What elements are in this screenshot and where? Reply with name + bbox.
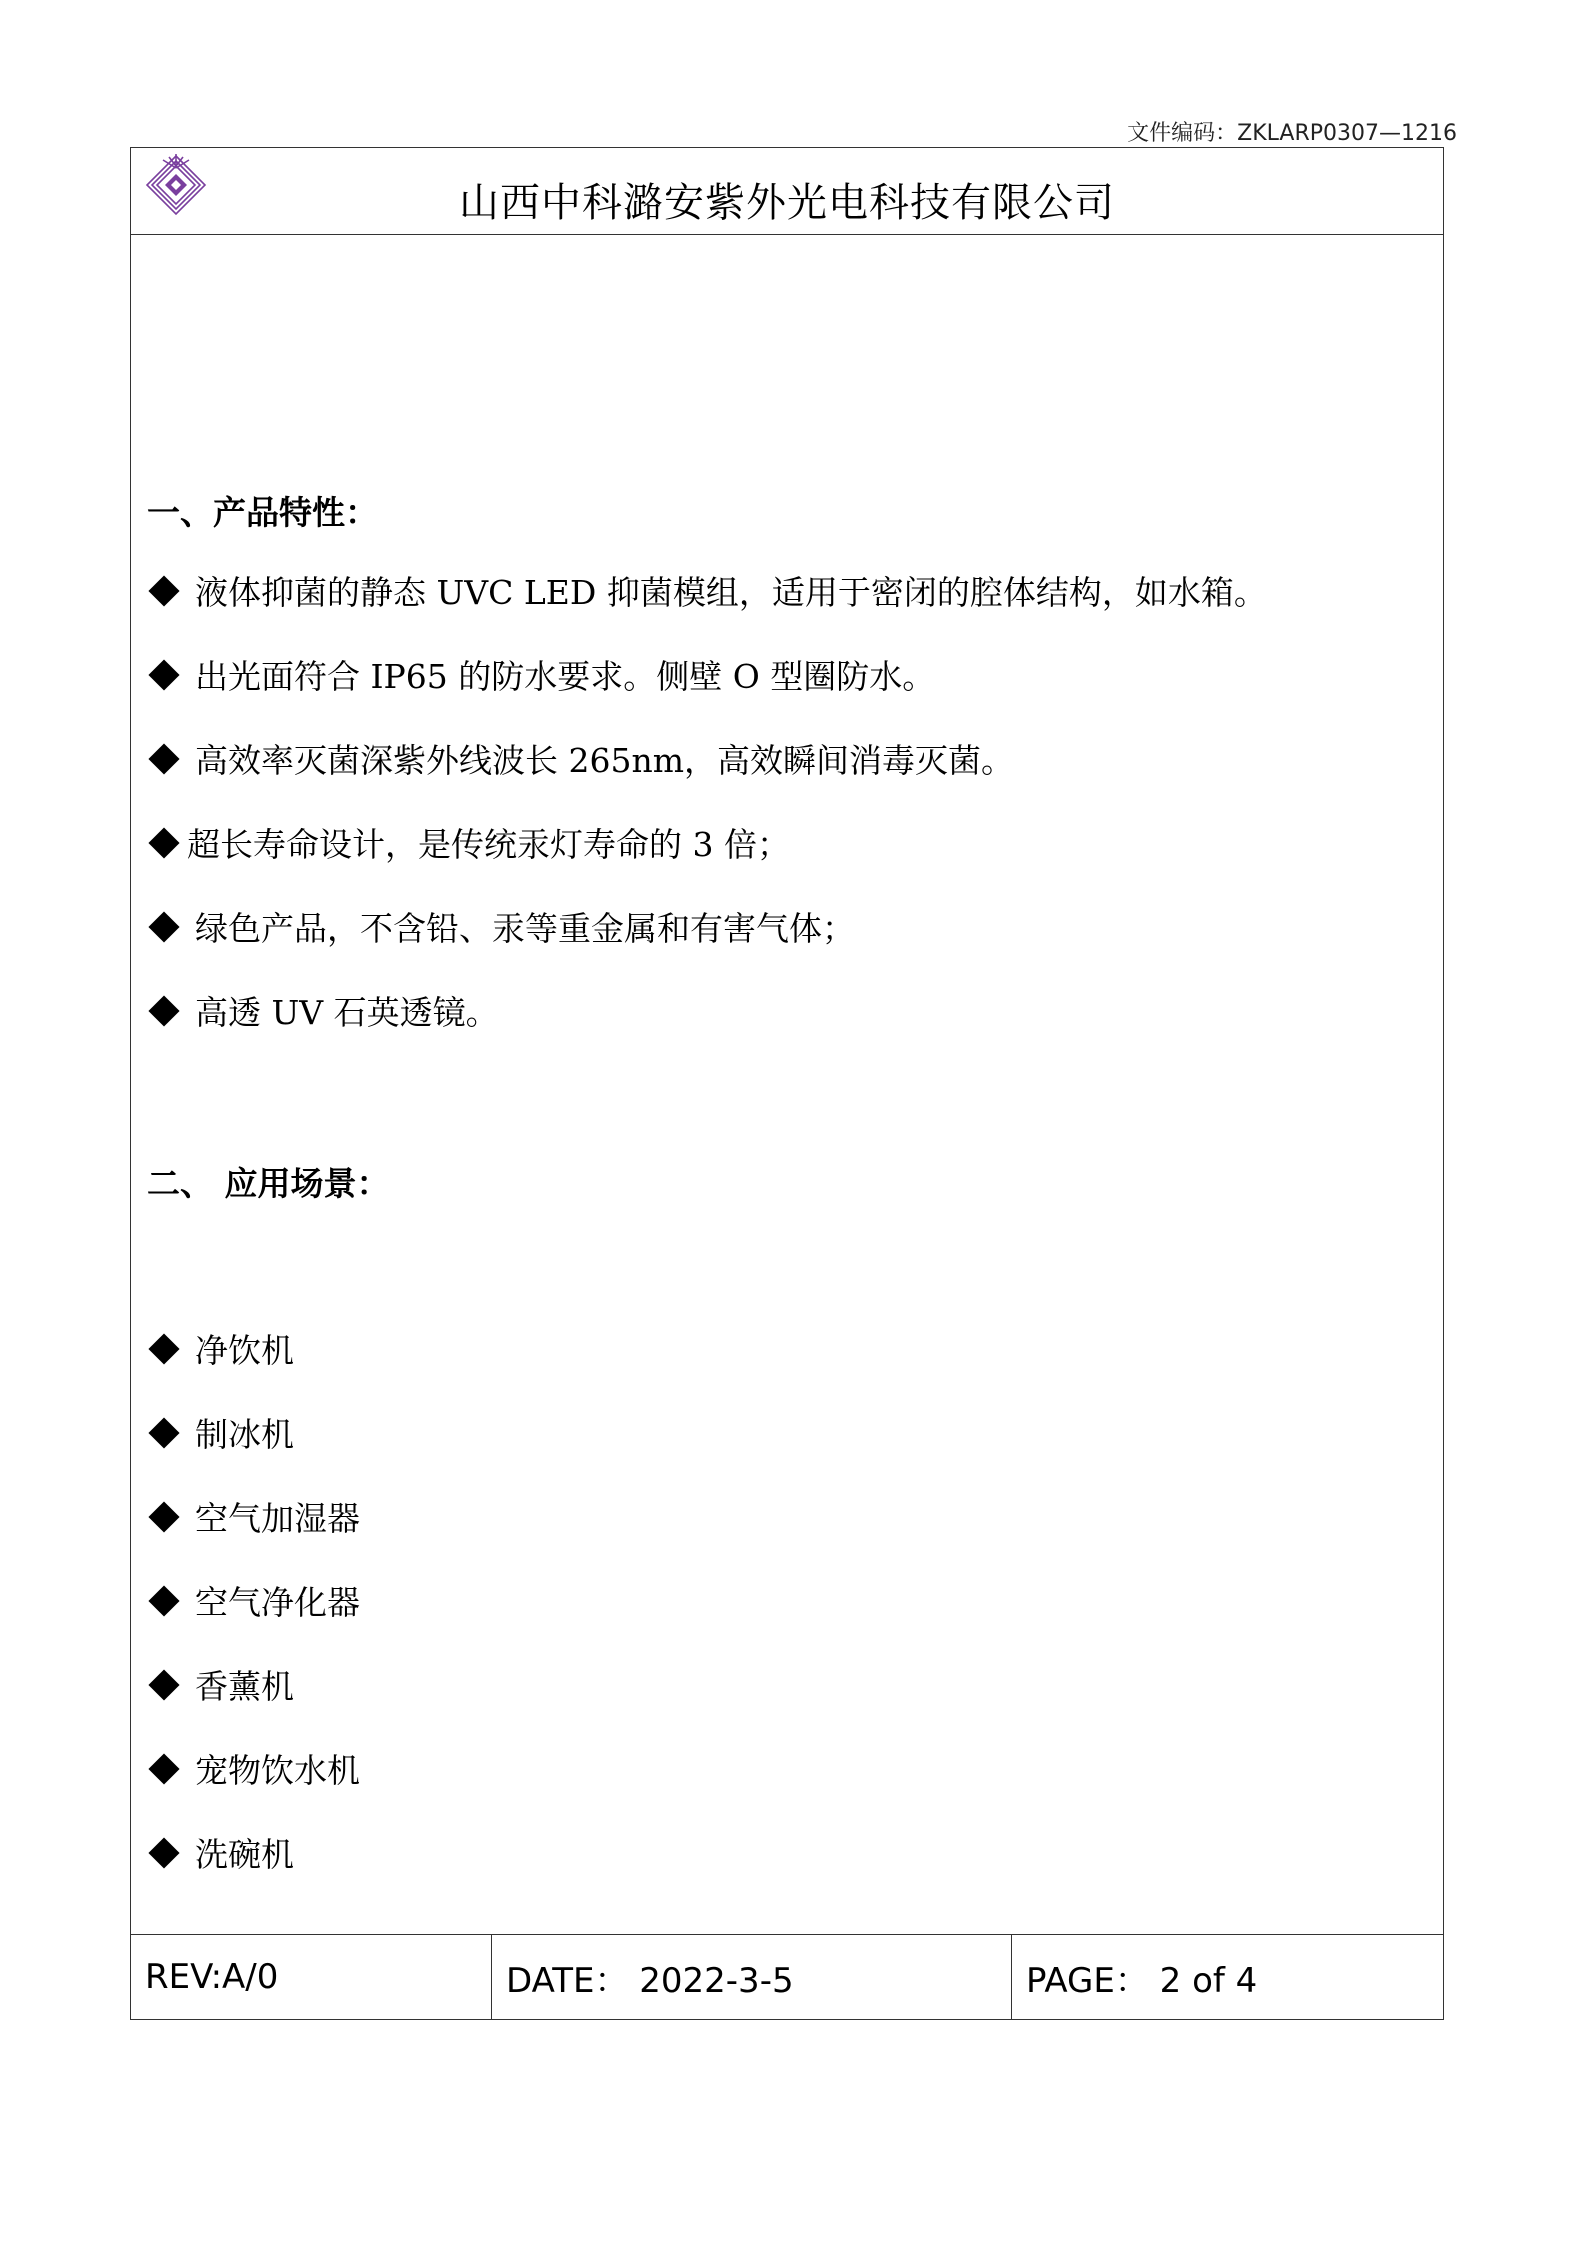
document-footer	[131, 1934, 1443, 2019]
application-text: 宠物饮水机	[195, 1751, 360, 1790]
diamond-bullet-icon	[148, 827, 179, 858]
application-item	[147, 1577, 360, 1624]
diamond-bullet-icon	[148, 1501, 179, 1532]
application-item	[147, 1661, 294, 1708]
applications-heading: 二、 应用场景：	[147, 1164, 390, 1203]
application-text: 空气加湿器	[195, 1499, 360, 1538]
feature-text: 高透 UV 石英透镜。	[195, 993, 499, 1032]
feature-text: 超长寿命设计，是传统汞灯寿命的 3 倍；	[187, 825, 790, 864]
diamond-bullet-icon	[148, 1669, 179, 1700]
diamond-bullet-icon	[148, 1417, 179, 1448]
diamond-bullet-icon	[148, 995, 179, 1026]
application-text: 制冰机	[195, 1415, 294, 1454]
feature-text: 出光面符合 IP65 的防水要求。侧壁 O 型圈防水。	[195, 657, 936, 696]
document-code: 文件编码：ZKLARP0307—1216	[1127, 121, 1457, 146]
application-text: 洗碗机	[195, 1835, 294, 1874]
feature-item	[147, 819, 790, 866]
application-text: 净饮机	[195, 1331, 294, 1370]
application-item	[147, 1493, 360, 1540]
diamond-bullet-icon	[148, 1585, 179, 1616]
diamond-bullet-icon	[148, 575, 179, 606]
feature-text: 绿色产品，不含铅、汞等重金属和有害气体；	[195, 909, 855, 948]
diamond-bullet-icon	[148, 1837, 179, 1868]
application-item	[147, 1745, 360, 1792]
company-name: 山西中科潞安紫外光电科技有限公司	[459, 180, 1115, 226]
document-header	[131, 148, 1443, 235]
date-cell: DATE： 2022-3-5	[491, 1935, 1011, 2019]
diamond-bullet-icon	[148, 1753, 179, 1784]
application-item	[147, 1409, 294, 1456]
document-frame	[130, 147, 1444, 2020]
application-text: 空气净化器	[195, 1583, 360, 1622]
feature-item	[147, 903, 855, 950]
diamond-bullet-icon	[148, 659, 179, 690]
feature-item	[147, 735, 1014, 782]
feature-item	[147, 567, 1267, 614]
diamond-bullet-icon	[148, 911, 179, 942]
feature-item	[147, 987, 499, 1034]
application-item	[147, 1829, 294, 1876]
diamond-bullet-icon	[148, 1333, 179, 1364]
page-number-cell: PAGE： 2 of 4	[1011, 1935, 1443, 2019]
application-item	[147, 1325, 294, 1372]
features-heading: 一、产品特性：	[147, 493, 378, 532]
revision-cell: REV:A/0	[145, 1957, 279, 1997]
diamond-bullet-icon	[148, 743, 179, 774]
application-text: 香薰机	[195, 1667, 294, 1706]
feature-text: 液体抑菌的静态 UVC LED 抑菌模组，适用于密闭的腔体结构，如水箱。	[195, 573, 1267, 612]
feature-text: 高效率灭菌深紫外线波长 265nm，高效瞬间消毒灭菌。	[195, 741, 1015, 780]
feature-item	[147, 651, 935, 698]
